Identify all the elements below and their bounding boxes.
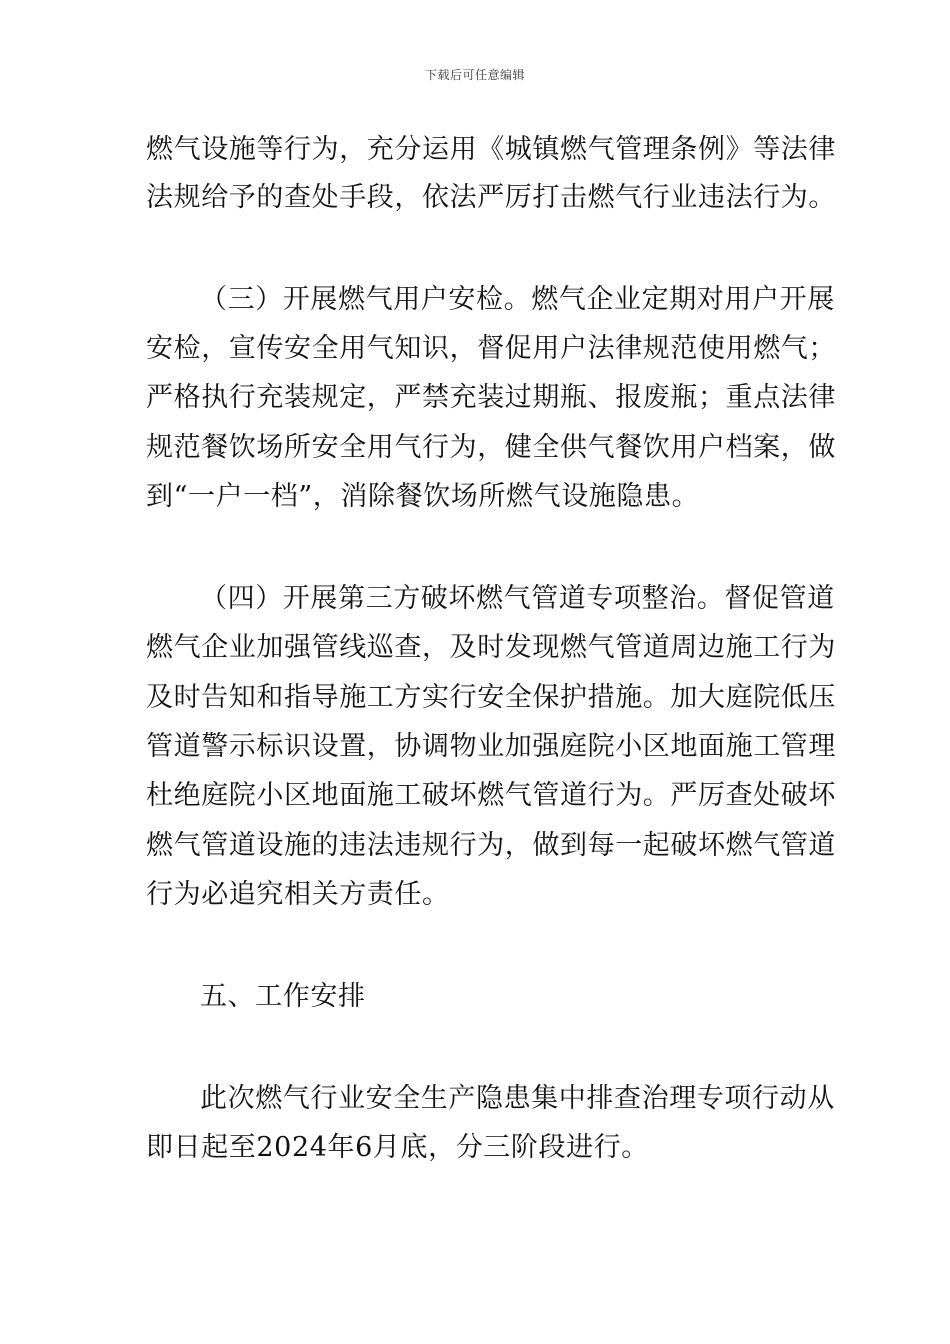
- paragraph-first-line: 此次燃气行业安全生产隐患集中排查治理专项行动从: [200, 1083, 835, 1114]
- page-header: 下载后可任意编辑: [424, 68, 525, 82]
- paragraph-line: 燃气管道设施的违法违规行为，做到每一起破坏燃气管道: [146, 830, 836, 861]
- paragraph-line: 到“一户一档”，消除餐饮场所燃气设施隐患。: [146, 481, 700, 512]
- paragraph-line: 法规给予的查处手段，依法严厉打击燃气行业违法行为。: [146, 182, 836, 213]
- paragraph-first-line: （三）开展燃气用户安检。燃气企业定期对用户开展: [200, 284, 835, 315]
- paragraph-line: 严格执行充装规定，严禁充装过期瓶、报废瓶；重点法律: [146, 382, 836, 413]
- paragraph-line: 燃气设施等行为，充分运用《城镇燃气管理条例》等法律: [146, 134, 836, 165]
- paragraph-line: 燃气企业加强管线巡查，及时发现燃气管道周边施工行为: [146, 632, 836, 663]
- paragraph-line: 即日起至2024年6月底，分三阶段进行。: [146, 1132, 649, 1163]
- paragraph-line: 及时告知和指导施工方实行安全保护措施。加大庭院低压: [146, 682, 836, 713]
- paragraph-line: 行为必追究相关方责任。: [146, 879, 450, 910]
- section-heading: 五、工作安排: [200, 981, 366, 1012]
- paragraph-line: 杜绝庭院小区地面施工破坏燃气管道行为。严厉查处破坏: [146, 780, 836, 811]
- paragraph-line: 规范餐饮场所安全用气行为，健全供气餐饮用户档案，做: [146, 432, 836, 463]
- paragraph-first-line: （四）开展第三方破坏燃气管道专项整治。督促管道: [200, 583, 835, 614]
- paragraph-line: 安检，宣传安全用气知识，督促用户法律规范使用燃气；: [146, 333, 836, 364]
- paragraph-line: 管道警示标识设置，协调物业加强庭院小区地面施工管理: [146, 731, 836, 762]
